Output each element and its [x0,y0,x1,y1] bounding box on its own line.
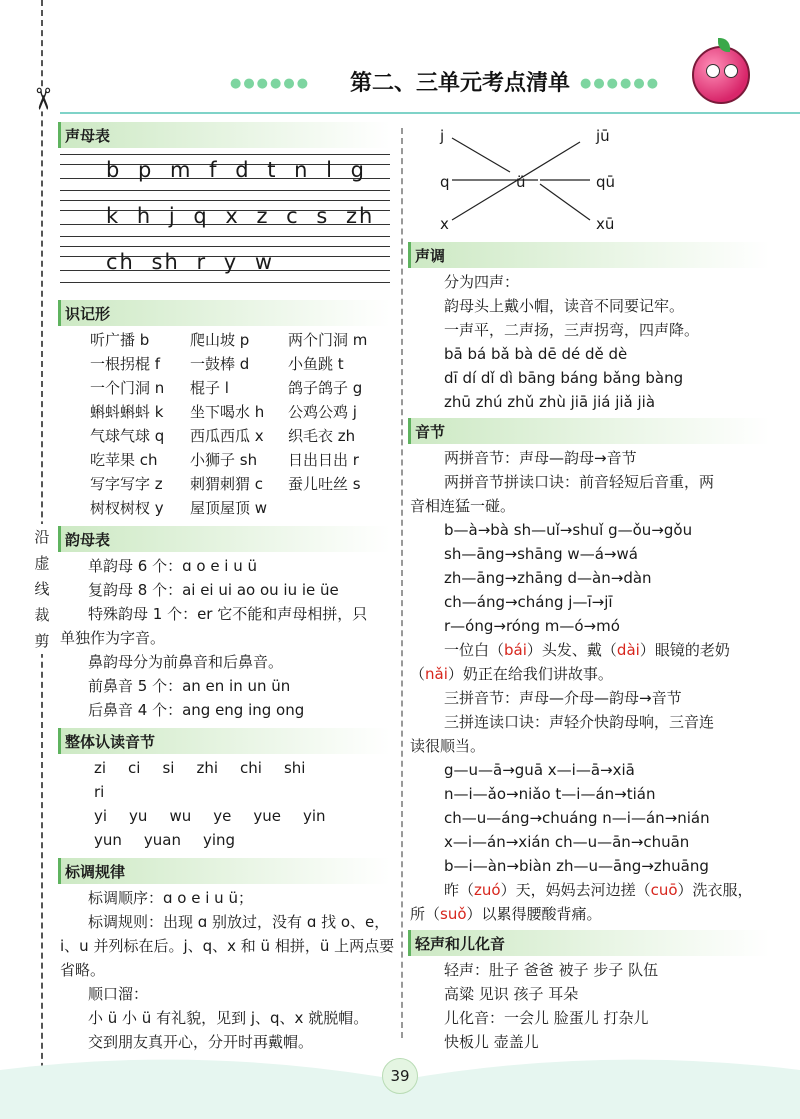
diagram-right-label: qū [596,173,616,191]
diagram-right-label: jū [596,127,610,145]
shijixing-list: 听广播 b 爬山坡 p 两个门洞 m 一根拐棍 f 一鼓棒 d 小鱼跳 t 一个门洞 n 棍子 l 鸽子鸽子 g 蝌蚪蝌蚪 k 坐下喝水 h 公鸡公鸡 j 气球气球 q 西瓜西瓜 x 织毛衣 zh 吃苹果 ch 小狮子 sh 日出日出 r 写字写字 z 刺猬刺猬 c 蚕儿吐丝 s 树杈树杈 y 屋顶屋顶 w [90,331,368,517]
column-divider [401,128,403,1038]
diagram-lines [410,122,770,240]
diagram-right-label: xū [596,215,615,233]
page-header [60,60,800,120]
cut-instruction: 沿 虚 线 裁 剪 [34,524,50,654]
diagram-center-label: ü [516,173,526,191]
decorative-dots-left: ●●●●●● [230,76,311,91]
biaodiao-text: 标调顺序：ɑ o e i u ü； 标调规则：出现 ɑ 别放过，没有 ɑ 找 o、e， i、u 并列标在后。j、q、x 和 ü 相拼，ü 上两点要 省略。 顺口溜： 小 ü 小 ü 有礼貌，见到 j、q、x 就脱帽。 交到朋友真开心，分开时再戴帽。 [60,889,395,1051]
story-line: 一位白（bái）头发、戴（dài）眼镜的老奶 [444,641,730,659]
section-head-yunmu: 韵母表 [58,526,390,552]
zhengti-list: zi ci si zhi chi shi ri yi yu wu ye yue yin yun yuan ying [94,759,326,849]
right-column [410,122,770,1054]
apple-mascot-icon [692,46,750,104]
qingsheng-text: 轻声：肚子 爸爸 被子 步子 队伍 高粱 见识 孩子 耳朵 儿化音：一会儿 脸蛋儿 打杂儿 快板儿 壶盖儿 [444,961,659,1051]
section-head-qingsheng: 轻声和儿化音 [408,930,770,956]
page-number: 39 [382,1058,418,1094]
shengdiao-text: 分为四声： 韵母头上戴小帽，读音不同要记牢。 一声平，二声扬，三声拐弯，四声降。 bā bá bǎ bà dē dé dě dè dī dí dǐ dì bāng báng bǎng bàng zhū zhú zhǔ zhù jiā jiá jiǎ jià [444,273,700,411]
u-spelling-diagram [410,122,770,240]
header-rule [60,112,800,114]
page-title: 第二、三单元考点清单 [350,70,571,96]
section-head-biaodiao: 标调规律 [58,858,390,884]
shengmu-row: b p m f d t n l g [106,158,366,182]
scissors-icon: ✂ [24,86,60,112]
story-line: 所（suǒ）以累得腰酸背痛。 [410,905,602,923]
diagram-left-label: j [440,127,445,145]
left-column [60,122,395,1054]
diagram-left-label: x [440,215,449,233]
yunmu-text: 单韵母 6 个：ɑ o e i u ü 复韵母 8 个：ai ei ui ao ou iu ie üe 特殊韵母 1 个：er 它不能和声母相拼，只 单独作为字音。 鼻韵母分为前鼻音和后鼻音。 前鼻音 5 个：an en in un ün 后鼻音 4 个：ang eng ing ong [60,557,368,719]
yinjie-text: 两拼音节：声母—韵母→音节 两拼音节拼读口诀：前音轻短后音重，两 音相连猛一碰。 b—à→bà sh—uǐ→shuǐ g—ǒu→gǒu sh—āng→shāng w—á→wá zh—āng→zhāng d—àn→dàn ch—áng→cháng j—ī→jī r—óng→róng m—ó→mó 一位白（bái）头发、戴（dài）眼镜的老奶 （nǎi）奶正在给我们讲故事。 三拼音节：声母—介母—韵母→音节 三拼连读口诀：声轻介快韵母响，三音连 读很顺当。 g—u—ā→guā x—i—ā→xiā n—i—ǎo→niǎo t—i—án→tián ch—u—áng→chuáng n—i—án→nián x—i—án→xián ch—u—ān→chuān b—i—àn→biàn zh—u—āng→zhuāng 昨（zuó）天，妈妈去河边搓（cuō）洗衣服， 所（suǒ）以累得腰酸背痛。 [410,446,770,926]
story-line: 昨（zuó）天，妈妈去河边搓（cuō）洗衣服， [444,881,753,899]
shengmu-staff [60,150,390,288]
story-line: （nǎi）奶正在给我们讲故事。 [410,665,613,683]
shengmu-row: k h j q x z c s zh [106,204,375,228]
section-head-shijixing: 识记形 [58,300,390,326]
section-head-shengmu: 声母表 [58,122,390,148]
diagram-left-label: q [440,173,450,191]
shengmu-row: ch sh r y w [106,250,275,274]
section-head-zhengti: 整体认读音节 [58,728,390,754]
decorative-dots-right: ●●●●●● [580,76,661,91]
section-head-shengdiao: 声调 [408,242,770,268]
section-head-yinjie: 音节 [408,418,770,444]
